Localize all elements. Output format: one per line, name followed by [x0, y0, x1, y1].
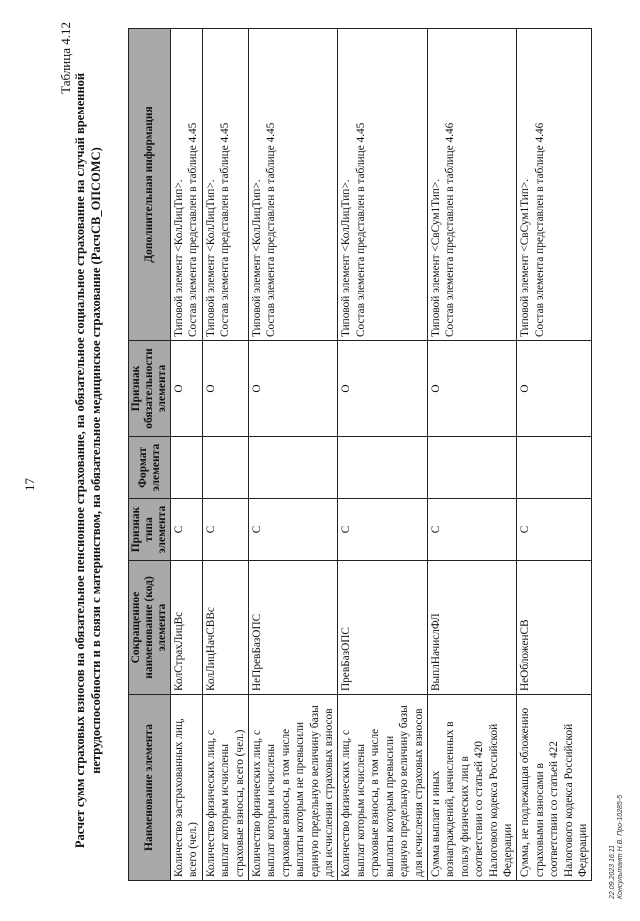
table-row — [517, 29, 592, 881]
table-title: Расчет сумм страховых взносов на обязательное пенсионное страхование, на обязательное социальное страхование на случай временной нетрудоспособности и в связи с материнством, на обязательное медицинское страхование (РасчСВ_ОПСОМС) — [73, 72, 103, 849]
page-number: 17 — [22, 478, 37, 491]
table-cell: Типовой элемент <КолЛицТип>. Состав элемента представлен в таблице 4.45 — [171, 29, 203, 341]
table-row — [249, 29, 338, 881]
table-cell: С — [249, 499, 338, 561]
table-cell: Количество физических лиц, с выплат которым исчислены страховые взносы, в том числе выплаты которым не превысили единую предельную величину базы для исчисления страховых взносов — [249, 695, 338, 881]
table-cell: Типовой элемент <СвСум1Тип>. Состав элемента представлен в таблице 4.46 — [517, 29, 592, 341]
table-cell: НеОбложенСВ — [517, 561, 592, 695]
table-cell: О — [202, 341, 248, 437]
table-cell: С — [517, 499, 592, 561]
table-cell: С — [171, 499, 203, 561]
table-cell: КолСтрахЛицВс — [171, 561, 203, 695]
table-cell — [427, 437, 516, 499]
table-cell: Типовой элемент <КолЛицТип>. Состав элемента представлен в таблице 4.45 — [249, 29, 338, 341]
table-row — [427, 29, 516, 881]
header-cell: Дополнительная информация — [129, 29, 171, 341]
table-row — [171, 29, 203, 881]
table-cell: Сумма выплат и иных вознаграждений, начисленных в пользу физических лиц в соответствии со статьей 420 Налогового кодекса Российской Федерации — [427, 695, 516, 881]
table-cell — [202, 437, 248, 499]
table-row — [202, 29, 248, 881]
header-cell: Наименование элемента — [129, 695, 171, 881]
table-cell — [249, 437, 338, 499]
stamp-date: 22.09.2023 16:11 — [609, 845, 616, 899]
table-cell: О — [338, 341, 427, 437]
table-cell: С — [202, 499, 248, 561]
table-cell: О — [171, 341, 203, 437]
table-cell: О — [249, 341, 338, 437]
elements-table — [128, 28, 592, 881]
table-cell — [517, 437, 592, 499]
table-cell: Количество физических лиц, с выплат которым исчислены страховые взносы, всего (чел.) — [202, 695, 248, 881]
table-cell: Количество физических лиц, с выплат которым исчислены страховые взносы, в том числе выплаты которым превысили единую предельную величину базы для исчисления страховых взносов — [338, 695, 427, 881]
stamp-user: Консультант Н.В. Про-10285-5 — [617, 794, 624, 899]
table-cell — [171, 437, 203, 499]
header-cell: Формат элемента — [129, 437, 171, 499]
table-cell: С — [338, 499, 427, 561]
header-cell: Сокращенное наименование (код) элемента — [129, 561, 171, 695]
table-header-row — [129, 29, 171, 881]
table-number: Таблица 4.12 — [58, 22, 73, 94]
print-stamp — [609, 795, 625, 899]
table-cell: С — [427, 499, 516, 561]
table-cell: НеПревБазОПС — [249, 561, 338, 695]
table-cell: КолЛицНачСВВс — [202, 561, 248, 695]
header-cell: Признак обязательности элемента — [129, 341, 171, 437]
table-body — [171, 29, 592, 881]
table-cell — [338, 437, 427, 499]
table-cell: Типовой элемент <СвСум1Тип>. Состав элемента представлен в таблице 4.46 — [427, 29, 516, 341]
table-cell: Сумма, не подлежащая обложению страховыми взносами в соответствии со статьей 422 Налогового кодекса Российской Федерации — [517, 695, 592, 881]
table-cell: ВыплНачислФЛ — [427, 561, 516, 695]
header-cell: Признак типа элемента — [129, 499, 171, 561]
table-cell: Типовой элемент <КолЛицТип>. Состав элемента представлен в таблице 4.45 — [202, 29, 248, 341]
table-row — [338, 29, 427, 881]
table-cell: ПревБазОПС — [338, 561, 427, 695]
table-cell: Типовой элемент <КолЛицТип>. Состав элемента представлен в таблице 4.45 — [338, 29, 427, 341]
table-cell: О — [517, 341, 592, 437]
table-cell: Количество застрахованных лиц, всего (чел.) — [171, 695, 203, 881]
table-cell: О — [427, 341, 516, 437]
